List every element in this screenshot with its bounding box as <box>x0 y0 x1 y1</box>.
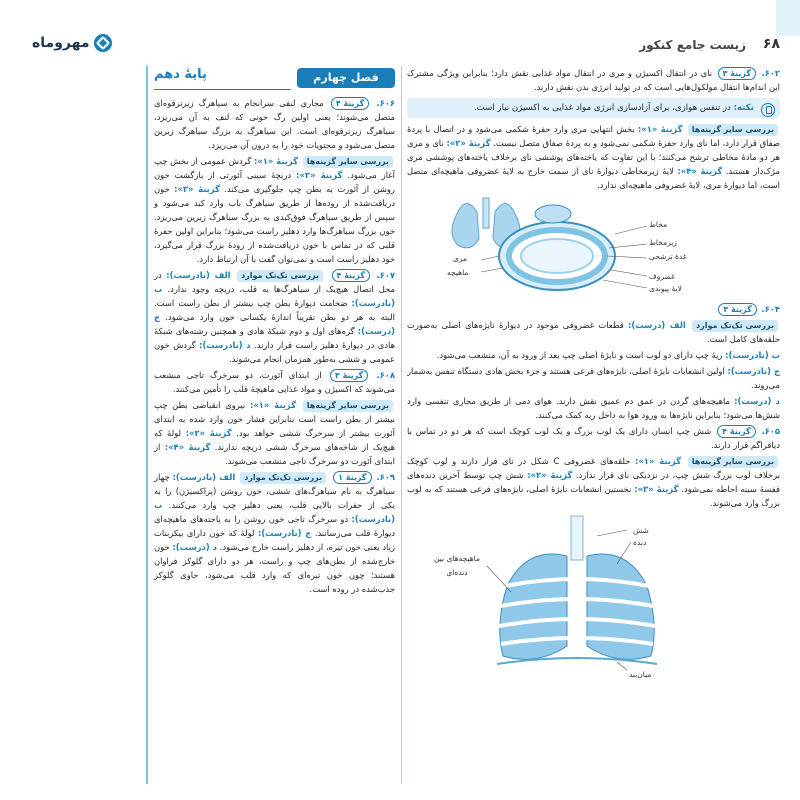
answer-badge: گزینهٔ ۱ <box>333 471 371 484</box>
lungs-ribcage-figure <box>407 512 780 682</box>
item-text: در محل اتصال هیچ‌یک از سیاهرگ‌ها به قلب، دریچه وجود ندارد. <box>154 270 395 294</box>
left-column <box>146 66 395 784</box>
question-number: ۶۰۹. <box>376 472 395 482</box>
item-label: الف (درست): <box>628 320 686 330</box>
option-ref: گزینهٔ «۳»: <box>174 184 220 194</box>
other-options-608 <box>154 398 395 468</box>
option-text: لایهٔ زیرمخاطی دیوارهٔ نای از سمت خارج به لایهٔ غضروفی ماهیچه‌ای متصل است، اما دیوارهٔ مری، لایهٔ غضروفی ماهیچه‌ای ندارد. <box>407 166 780 190</box>
answer-609 <box>154 470 395 596</box>
item-text: خون خارج‌شده از بطن‌های چپ و راست، هر دو دارای گلوکز فراوان هستند؛ چون خون تیره‌ای که وارد قلب می‌شود، حاوی گلوکز جذب‌شده در روده است. <box>154 542 395 594</box>
chapter-header <box>154 66 395 92</box>
lungs-illustration <box>407 512 780 682</box>
review-tag: بررسی تک‌تک موارد <box>692 320 778 332</box>
option-text: نخستین انشعابات نایژهٔ اصلی، نایژه‌های فرعی هستند که به لوب بزرگ وارد می‌شوند. <box>407 484 780 508</box>
answer-602 <box>407 66 780 94</box>
label-secretory-gland: غدهٔ ترشحی <box>649 252 687 261</box>
option-ref: گزینهٔ «۱»: <box>253 156 298 166</box>
option-ref: گزینهٔ «۱»: <box>635 456 681 466</box>
label-intercostal-muscles: ماهیچه‌های بین دنده‌ای <box>434 554 480 577</box>
option-ref: گزینهٔ «۴»: <box>164 442 211 452</box>
other-options-602 <box>407 122 780 192</box>
label-submucosa: زیرمخاط <box>649 238 677 247</box>
review-604-b <box>407 348 780 362</box>
answer-608 <box>154 368 395 396</box>
book-title: زیست جامع کنکور <box>639 38 746 52</box>
answer-605 <box>407 424 780 452</box>
question-number: ۶۰۴. <box>761 304 780 314</box>
item-text: قطعات غضروفی موجود در دیوارهٔ نایژه‌های اصلی به‌صورت حلقه‌های کامل است. <box>407 320 780 344</box>
other-options-606 <box>154 154 395 266</box>
item-label: الف (نادرست): <box>166 270 231 280</box>
item-label: ج (نادرست): <box>727 366 780 376</box>
item-label: الف (نادرست): <box>172 472 236 482</box>
option-text: دریچهٔ سینی آئورتی از بازگشت خون روشن از آئورت به بطن چپ جلوگیری می‌کند. <box>154 170 395 194</box>
question-number: ۶۰۶. <box>376 98 395 108</box>
review-tag: بررسی سایر گزینه‌ها <box>303 156 393 168</box>
option-ref: گزینهٔ «۲»: <box>185 428 232 438</box>
item-label: د (درست): <box>172 542 217 552</box>
option-ref: گزینهٔ «۱»: <box>637 124 683 134</box>
review-604-c <box>407 364 780 392</box>
other-options-605 <box>407 454 780 510</box>
item-text: گره‌های اول و دوم شبکهٔ هادی و همچنین رشته‌های شبکهٔ هادی در دیوارهٔ دهلیز راست قرار دارند. <box>154 326 395 350</box>
review-tag: بررسی تک‌تک موارد <box>240 472 326 484</box>
answer-607 <box>154 268 395 366</box>
trachea-esophagus-figure <box>407 194 780 302</box>
option-text: از ابتدای آئورت دو سرخرگ تاجی منشعب می‌شوند. <box>154 442 395 466</box>
label-lung: شش <box>633 526 649 535</box>
column-divider <box>401 66 402 784</box>
trachea-cross-section-illustration <box>407 194 780 302</box>
answer-badge: گزینهٔ ۴ <box>332 269 370 282</box>
item-text: ماهیچه‌های گردن در عمق دم عمیق نقش دارند. هوای دمی از طریق مجاری تنفسی وارد شش‌ها می‌شود؛ بنابراین نایژه‌ها به ورود هوا به داخل ریه کمک می‌کنند. <box>407 396 780 420</box>
option-text: حلقه‌های غضروفی C شکل در نای قرار دارند و لوب کوچک برخلاف لوب بزرگ شش چپ، در نزدیکی نای قرار ندارد. <box>407 456 780 480</box>
label-esophagus: مری <box>453 254 468 263</box>
review-tag: بررسی سایر گزینه‌ها <box>688 456 778 468</box>
label-rib: دنده <box>633 538 647 547</box>
item-text: ریهٔ چپ دارای دو لوب است و نایژهٔ اصلی چپ بعد از ورود به آن، منشعب می‌شود. <box>436 350 723 360</box>
lightbulb-icon <box>761 103 775 117</box>
logo-text: مهروماه <box>32 35 90 51</box>
option-text: نیروی انقباضی بطن چپ بیشتر از بطن راست است بنابراین فشار خون وارد شده به ابتدای آئورت بیشتر از سرخرگ ششی خواهد بود. <box>154 400 395 438</box>
option-ref: گزینهٔ «۴»: <box>677 166 723 176</box>
item-label: ج (درست): <box>154 312 395 336</box>
answer-604 <box>407 302 780 316</box>
item-text: دو سرخرگ تاجی خون روشن را به یاخته‌های ماهیچه‌ای دیوارهٔ قلب می‌رسانند. <box>154 514 395 538</box>
item-label: ب (نادرست): <box>725 350 780 360</box>
label-muscle: ماهیچه <box>447 268 469 277</box>
tip-box <box>407 98 780 118</box>
option-text: خون دریافت‌شده از روده‌ها از طریق سیاهرگ باب وارد کبد می‌شود و سپس از طریق سیاهرگ فوق‌کبدی به بزرگ سیاهرگ زیرین می‌ریزد. خون بزرگ سیاهرگ‌ها وارد دهلیز راست می‌شود؛ بنابراین اولین حفرهٔ قلبی که در تماس با خون دریافت‌شده از رودهٔ بزرگ قرار می‌گیرد، خود دهلیز راست است و نمی‌توان گفت با آن ارتباط دارد. <box>154 184 395 264</box>
answer-badge: گزینهٔ ۴ <box>717 425 755 438</box>
answer-text: نای در انتقال اکسیژن و مری در انتقال مواد غذایی نقش دارد؛ بنابراین ویژگی مشترک این اندام‌ها انتقال مولکول‌هایی است که در تولید انرژی بدن نقش دارند. <box>407 68 780 92</box>
answer-badge: گزینهٔ ۳ <box>718 67 756 80</box>
question-number: ۶۰۲. <box>761 68 780 78</box>
answer-badge: گزینهٔ ۳ <box>718 303 756 316</box>
chapter-title: فصل چهارم <box>297 68 395 88</box>
answer-text: شش چپ انسان دارای یک لوب بزرگ و یک لوب کوچک است که هر دو در تماس با دیافراگم قرار دارند. <box>407 426 780 450</box>
question-number: ۶۰۵. <box>761 426 780 436</box>
item-text: گردش خون عمومی و ششی به‌طور همزمان انجام می‌شوند. <box>154 340 395 364</box>
label-connective-layer: لایهٔ پیوندی <box>649 284 682 293</box>
option-ref: گزینهٔ «۲»: <box>296 170 343 180</box>
review-604-d <box>407 394 780 422</box>
label-mucosa: مخاط <box>649 220 668 229</box>
review-604-a <box>407 318 780 346</box>
answer-badge: گزینهٔ ۳ <box>330 369 368 382</box>
publisher-logo <box>28 34 112 52</box>
answer-badge: گزینهٔ ۴ <box>331 97 369 110</box>
item-label: د (درست): <box>734 396 780 406</box>
option-ref: گزینهٔ «۲»: <box>527 470 573 480</box>
grade-title: پایهٔ دهم <box>154 67 207 82</box>
review-tag: بررسی سایر گزینه‌ها <box>303 400 393 412</box>
answer-text: مجاری لنفی سرانجام به سیاهرگ زیرترقوه‌ای متصل می‌شوند؛ یعنی اولین رگ خونی که لنف به آن می‌ریزد، سیاهرگ زیرترقوه‌ای است. این سیاهرگ به بزرگ سیاهرگ زبرین متصل می‌شود و محتویات خود را به درون آن می‌ریزد. <box>154 98 395 150</box>
tip-text: در تنفس هوازی، برای آزادسازی انرژی مواد غذایی به اکسیژن نیاز است. <box>473 103 731 113</box>
option-text: نای و مری هر دو مادهٔ مخاطی ترشح می‌کنند؛ با این تفاوت که یاخته‌های پوششی نای برخلاف یاخته‌های پوششی مری مژک‌دار هستند. <box>407 138 780 176</box>
option-ref: گزینهٔ «۲»: <box>446 138 491 148</box>
label-diaphragm: میان‌بند <box>629 670 652 679</box>
answer-text: از ابتدای آئورت، دو سرخرگ تاجی منشعب می‌شوند که اکسیژن و مواد غذایی ماهیچهٔ قلب را تأمین می‌کنند. <box>154 370 395 394</box>
option-text: بخش انتهایی مری وارد حفرهٔ شکمی می‌شود و در اتصال با پردهٔ صفاق قرار دارد، اما نای وارد حفرهٔ شکمی نمی‌شود و به پردهٔ صفاق متصل نیست. <box>407 124 780 148</box>
item-text: لولهٔ که خون دارای بیکربنات زیاد یعنی خون تیره، از دهلیز راست خارج می‌شود. <box>154 528 395 552</box>
option-text: شش چپ توسط آخرین دنده‌های قفسهٔ سینه احاطه نمی‌شود. <box>407 470 780 494</box>
item-label: ب (نادرست): <box>154 500 395 524</box>
logo-icon <box>94 34 112 52</box>
item-label: ب (نادرست): <box>154 284 395 308</box>
chapter-rule <box>154 89 291 90</box>
item-text: چهار سیاهرگ به نام سیاهرگ‌های ششی، خون روشن (پراکسیژن) را به یکی از حفرات بالایی قلب، یعنی دهلیز چپ وارد می‌کنند. <box>154 472 395 510</box>
right-column <box>407 66 780 784</box>
item-text: اولین انشعابات نایژهٔ اصلی، نایژه‌های فرعی هستند و جزء بخش هادی دستگاه تنفس به‌شمار می‌روند. <box>407 366 780 390</box>
review-tag: بررسی سایر گزینه‌ها <box>688 124 778 136</box>
item-label: ج (نادرست): <box>258 528 312 538</box>
page-header <box>32 30 780 60</box>
page-number: ۶۸ <box>762 36 780 52</box>
option-ref: گزینهٔ «۳»: <box>634 484 679 494</box>
question-number: ۶۰۸. <box>376 370 395 380</box>
option-text: لولهٔ که هیچ‌یک از شاخه‌های سرخرگ ششی دریچه ندارند. <box>154 428 395 452</box>
review-tag: بررسی تک‌تک موارد <box>237 270 323 282</box>
label-cartilage: غضروف <box>649 272 675 281</box>
option-text: گردش عمومی از بخش چپ آغاز می‌شود. <box>154 156 395 180</box>
option-ref: گزینهٔ «۱»: <box>249 400 296 410</box>
item-text: ضخامت دیوارهٔ بطن چپ بیشتر از بطن راست است. البته به هر دو بطن تقریباً اندازهٔ یکسانی خون وارد می‌شود. <box>154 298 395 322</box>
item-label: د (نادرست): <box>199 340 251 350</box>
question-number: ۶۰۷. <box>376 270 395 280</box>
answer-606 <box>154 96 395 152</box>
tip-label: نکته: <box>733 103 754 113</box>
